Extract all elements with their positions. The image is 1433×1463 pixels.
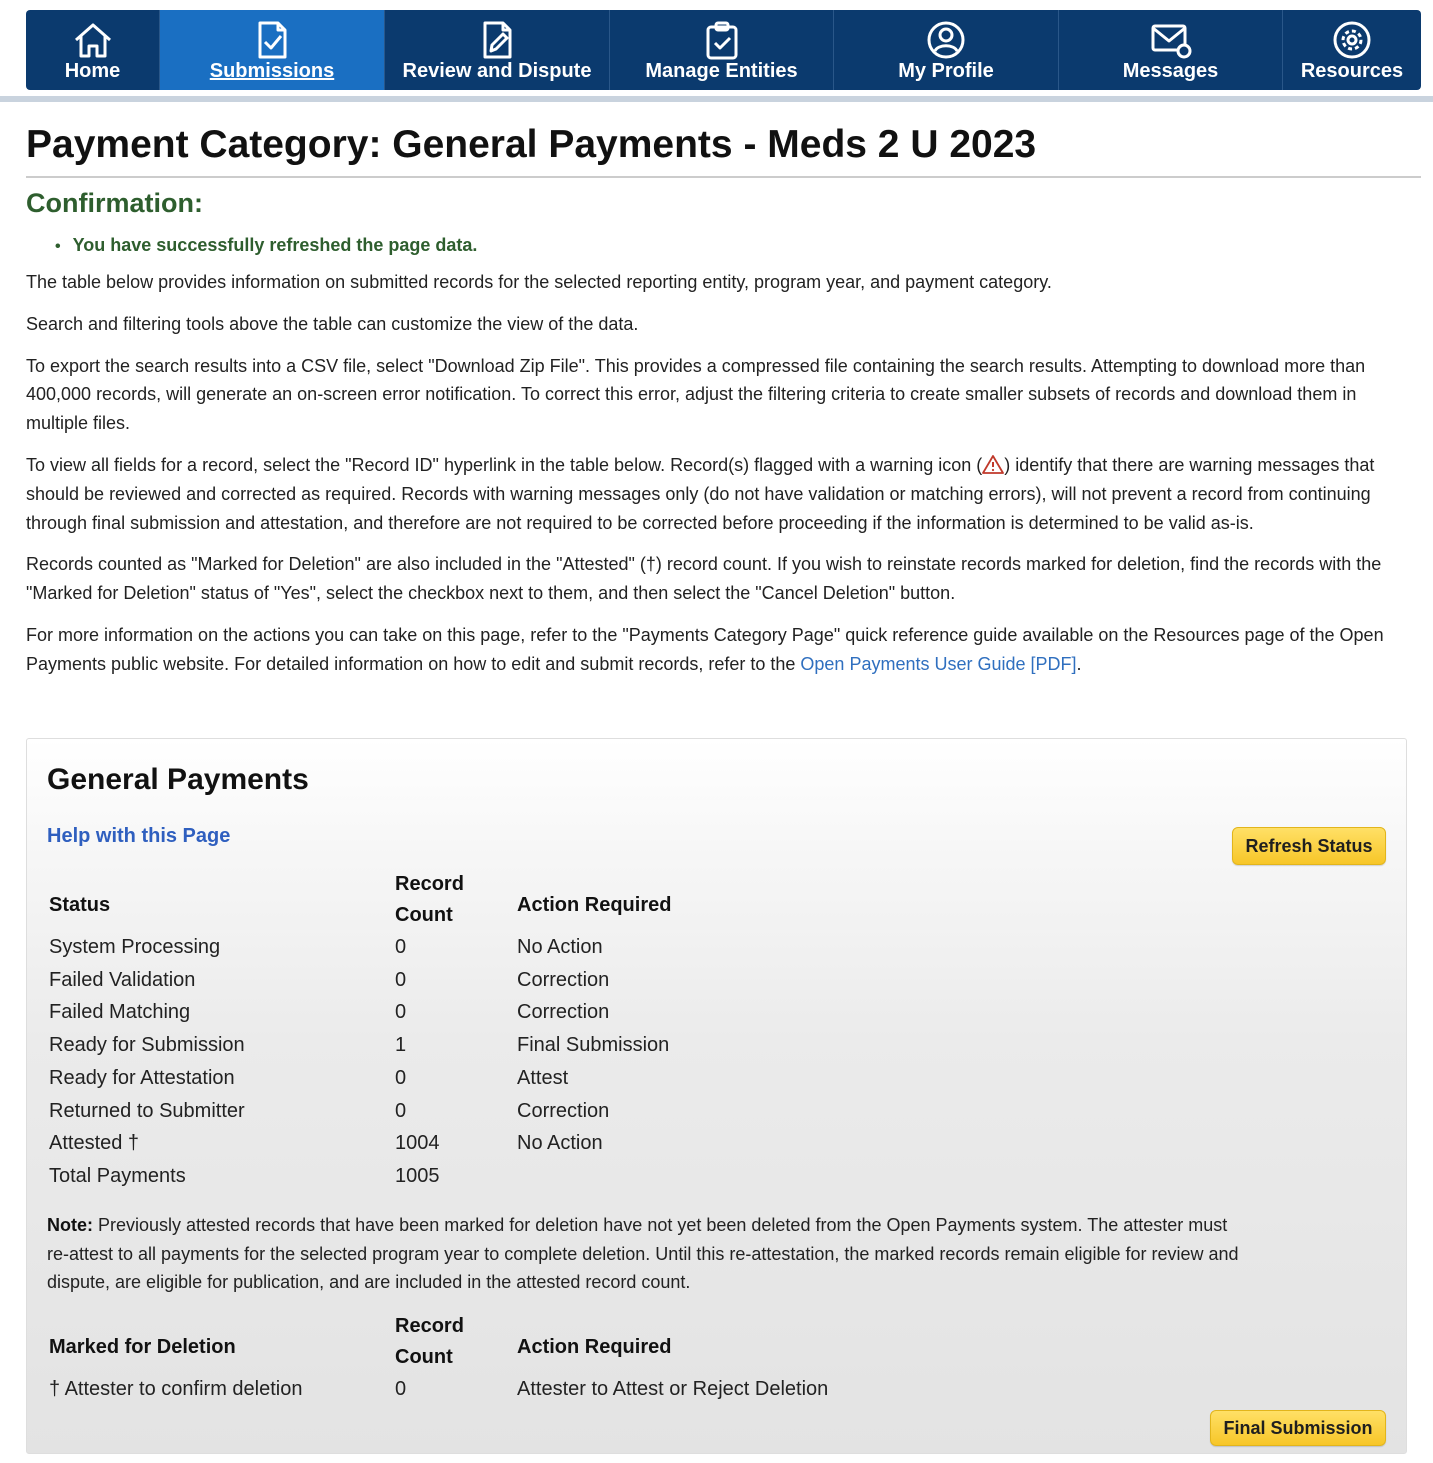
table-row xyxy=(47,1160,937,1193)
header-record-count xyxy=(395,869,517,931)
nav-resources[interactable] xyxy=(1283,10,1421,90)
nav-review-dispute[interactable] xyxy=(385,10,610,90)
nav-submissions-label: Submissions xyxy=(209,59,335,82)
intro-paragraph-4-start: To view all fields for a record, select the "Record ID" hyperlink in the table below. Record(s) flagged with a warning icon ( xyxy=(26,454,983,475)
nav-manage-entities[interactable] xyxy=(610,10,834,90)
nav-divider xyxy=(0,96,1433,102)
intro-paragraph-2: Search and filtering tools above the table can customize the view of the data. xyxy=(26,313,639,334)
general-payments-panel xyxy=(26,738,1407,1454)
header-action-required: Action Required xyxy=(517,893,672,916)
warning-icon xyxy=(982,454,1004,474)
status-cell: Ready for Submission xyxy=(49,1034,245,1057)
document-check-icon xyxy=(250,20,294,60)
document-edit-icon xyxy=(475,20,519,60)
table-row xyxy=(47,1095,937,1128)
confirmation-message: • You have successfully refreshed the page data. xyxy=(55,230,477,262)
refresh-status-button[interactable]: Refresh Status xyxy=(1232,827,1386,865)
nav-submissions[interactable] xyxy=(160,10,385,90)
page-title: Payment Category: General Payments - Meds 2 U 2023 xyxy=(26,120,1421,178)
action-cell: Final Submission xyxy=(517,1034,670,1057)
header-record-count-label: Record Count xyxy=(395,1315,464,1368)
count-cell: 1004 xyxy=(395,1132,440,1155)
intro-paragraph-1: The table below provides information on submitted records for the selected reporting entity, program year, and payment category. xyxy=(26,272,1052,292)
intro-text xyxy=(26,268,1421,692)
panel-title: General Payments xyxy=(47,763,309,796)
table-row xyxy=(47,1062,937,1095)
table-row xyxy=(47,931,937,964)
nav-my-profile-label: My Profile xyxy=(898,59,994,82)
action-cell: Correction xyxy=(517,968,610,991)
note-label: Note: xyxy=(47,1215,93,1235)
intro-paragraph-6-end: . xyxy=(1076,653,1082,674)
status-cell: † Attester to confirm deletion xyxy=(49,1378,303,1400)
status-cell: Failed Matching xyxy=(49,1001,191,1024)
action-cell: Correction xyxy=(517,1001,610,1024)
deletion-table xyxy=(47,1311,937,1406)
intro-paragraph-6 xyxy=(26,621,1421,679)
intro-paragraph-4 xyxy=(26,451,1421,537)
user-guide-link[interactable]: Open Payments User Guide [PDF] xyxy=(800,653,1077,674)
confirmation-heading: Confirmation: xyxy=(26,188,203,218)
count-cell: 1005 xyxy=(395,1164,440,1187)
count-cell: 0 xyxy=(395,936,407,958)
table-row xyxy=(47,1029,937,1062)
action-cell xyxy=(517,1160,937,1193)
status-cell: Failed Validation xyxy=(49,968,196,991)
count-cell: 0 xyxy=(395,1099,407,1122)
status-cell: Attested † xyxy=(49,1132,140,1155)
status-cell: System Processing xyxy=(49,936,221,958)
action-cell: Attest xyxy=(517,1066,569,1089)
status-cell: Ready for Attestation xyxy=(49,1066,235,1089)
header-status: Status xyxy=(49,893,111,916)
nav-home-label: Home xyxy=(64,59,121,82)
action-cell: Attester to Attest or Reject Deletion xyxy=(517,1378,829,1400)
action-cell: No Action xyxy=(517,936,603,958)
intro-paragraph-6-start: For more information on the actions you can take on this page, refer to the "Payments Category Page" quick reference guide available on the Resources page of the Open Payments public website. For detailed information on how to edit and submit records, refer to the xyxy=(26,624,1384,674)
note-text: Previously attested records that have been marked for deletion have not yet been deleted from the Open Payments system. The attester must re-attest to all payments for the selected program year to complete deletion. Until this re-attestation, the marked records remain eligible for review and dispute, are eligible for publication, and are included in the attested record count. xyxy=(47,1215,1239,1293)
home-icon xyxy=(71,20,115,60)
status-table xyxy=(47,869,937,1193)
table-row xyxy=(47,964,937,997)
header-action-required: Action Required xyxy=(517,1335,672,1358)
intro-paragraph-3: To export the search results into a CSV file, select "Download Zip File". This provides a compressed file containing the search results. Attempting to download more than 400,000 records, will generate an on-screen error notification. To correct this error, adjust the filtering criteria to create smaller subsets of records and download them in multiple files. xyxy=(26,355,1366,434)
table-row xyxy=(47,996,937,1029)
action-cell: No Action xyxy=(517,1132,603,1155)
nav-messages[interactable] xyxy=(1059,10,1283,90)
user-circle-icon xyxy=(924,20,968,60)
gear-icon xyxy=(1330,20,1374,60)
count-cell: 0 xyxy=(395,968,407,991)
nav-manage-entities-label: Manage Entities xyxy=(645,59,798,82)
count-cell: 1 xyxy=(395,1034,407,1057)
table-row xyxy=(47,1127,937,1160)
action-cell: Correction xyxy=(517,1099,610,1122)
envelope-icon xyxy=(1149,20,1193,60)
nav-messages-label: Messages xyxy=(1122,59,1219,82)
deletion-note xyxy=(47,1211,1247,1297)
count-cell: 0 xyxy=(395,1066,407,1089)
count-cell: 0 xyxy=(395,1378,407,1400)
clipboard-check-icon xyxy=(700,20,744,60)
nav-review-dispute-label: Review and Dispute xyxy=(402,59,592,82)
nav-home[interactable] xyxy=(26,10,160,90)
main-nav xyxy=(26,10,1421,90)
status-cell: Returned to Submitter xyxy=(49,1099,245,1122)
header-record-count-label: Record Count xyxy=(395,873,464,926)
final-submission-button[interactable]: Final Submission xyxy=(1210,1410,1386,1446)
status-cell: Total Payments xyxy=(49,1164,186,1187)
table-row xyxy=(47,1373,937,1406)
count-cell: 0 xyxy=(395,1001,407,1024)
intro-paragraph-4-end: ) identify that there are warning messages that should be reviewed and corrected as required. Records with warning messages only (do not have validation or matching errors), will not prevent a record from continuing through final submission and attestation, and therefore are not required to be corrected before proceeding if the information is determined to be valid as-is. xyxy=(26,454,1375,533)
confirmation-list xyxy=(55,230,477,262)
help-link[interactable]: Help with this Page xyxy=(47,825,231,847)
header-marked-for-deletion: Marked for Deletion xyxy=(49,1335,236,1358)
intro-paragraph-5: Records counted as "Marked for Deletion" are also included in the "Attested" (†) record count. If you wish to reinstate records marked for deletion, find the records with the "Marked for Deletion" status of "Yes", select the checkbox next to them, and then select the "Cancel Deletion" button. xyxy=(26,554,1382,604)
status-table-header xyxy=(47,869,937,931)
nav-my-profile[interactable] xyxy=(834,10,1059,90)
header-record-count xyxy=(395,1311,517,1373)
nav-resources-label: Resources xyxy=(1300,59,1404,82)
deletion-table-header xyxy=(47,1311,937,1373)
